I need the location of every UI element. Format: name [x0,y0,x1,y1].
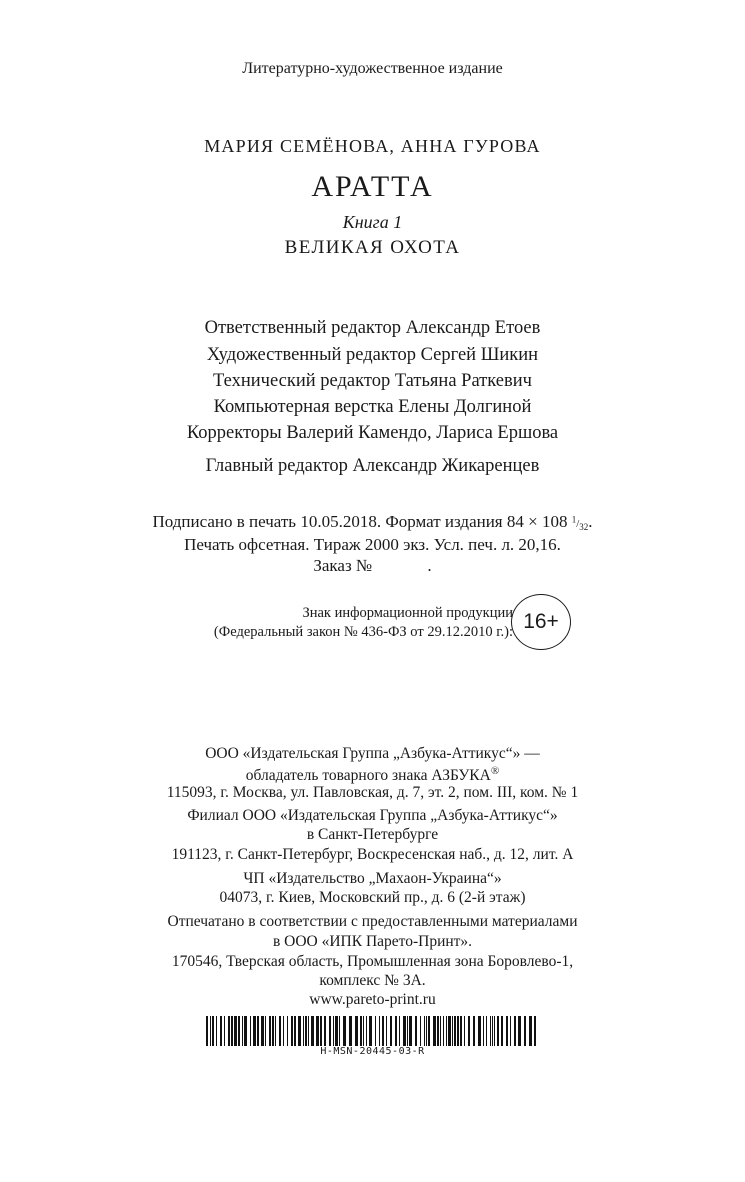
barcode-stripe [524,1016,526,1046]
book-title: АРАТТА [311,170,434,203]
barcode-stripe [399,1016,400,1046]
barcode-stripe [506,1016,508,1046]
info-sign-label: Знак информационной продукции [302,605,513,621]
barcode-stripe [448,1016,451,1046]
barcode-stripe [216,1016,217,1046]
barcode-stripe [324,1016,326,1046]
printer-name: в ООО «ИПК Парето-Принт». [272,933,473,950]
barcode-stripe [308,1016,309,1046]
printer-website-link[interactable]: www.pareto-print.ru [309,991,436,1008]
barcode-stripe [212,1016,214,1046]
barcode-stripe [428,1016,430,1046]
barcode-stripe [261,1016,264,1046]
credit-art-editor: Художественный редактор Сергей Шикин [206,345,539,365]
barcode-stripe [363,1016,364,1046]
print-order: Заказ № . [313,556,432,575]
publisher-name: ООО «Издательская Группа „Азбука-Аттикус“» — [205,745,540,762]
barcode-stripe [294,1016,296,1046]
barcode-stripe [443,1016,444,1046]
barcode-stripe [490,1016,491,1046]
branch-name: Филиал ООО «Издательская Группа „Азбука-Аттикус“» [187,807,558,824]
barcode-stripe [369,1016,372,1046]
barcode-stripe [242,1016,243,1046]
age-rating-badge: 16+ [511,594,571,650]
barcode-stripe [454,1016,456,1046]
barcode-stripe [424,1016,425,1046]
barcode-stripe [460,1016,462,1046]
barcode-label: H-MSN-20445-03-R [320,1046,425,1057]
barcode-stripe [375,1016,376,1046]
barcode-stripe [501,1016,503,1046]
publisher-address: 115093, г. Москва, ул. Павловская, д. 7, эт. 2, пом. III, ком. № 1 [166,784,579,801]
barcode-stripe [311,1016,314,1046]
barcode-stripe [333,1016,334,1046]
format-fraction: $^1/_{32}$ [571,514,589,533]
print-details: Печать офсетная. Тираж 2000 экз. Усл. печ. л. 20,16. [184,535,561,554]
barcode-stripe [478,1016,481,1046]
barcode-stripe [303,1016,304,1046]
barcode-stripe [433,1016,436,1046]
barcode-stripe [446,1016,447,1046]
barcode-stripe [518,1016,521,1046]
barcode-stripe [382,1016,384,1046]
barcode-stripe [366,1016,367,1046]
branch-address: 191123, г. Санкт-Петербург, Воскресенская наб., д. 12, лит. А [171,846,574,863]
barcode-stripe [253,1016,256,1046]
barcode-stripe [279,1016,281,1046]
book-number: Книга 1 [342,212,403,232]
printed-note: Отпечатано в соответствии с предоставленными материалами [167,913,578,930]
barcode-stripe [492,1016,493,1046]
print-signed-end: . [588,512,593,531]
printer-address: 170546, Тверская область, Промышленная зона Боровлево-1, [171,953,574,970]
barcode-stripe [415,1016,417,1046]
barcode-stripe [250,1016,251,1046]
barcode-stripe [305,1016,307,1046]
barcode-stripe [343,1016,346,1046]
print-signed-text: Подписано в печать 10.05.2018. Формат издания 84 × 108 [152,512,568,531]
barcode-stripe [473,1016,475,1046]
barcode-stripe [464,1016,465,1046]
barcode-stripe [275,1016,276,1046]
credit-technical-editor: Технический редактор Татьяна Раткевич [213,371,532,391]
barcode-stripe [468,1016,470,1046]
barcode-stripe [409,1016,412,1046]
barcode-stripe [360,1016,362,1046]
barcode-stripe [483,1016,484,1046]
barcode-stripe [486,1016,487,1046]
barcode-stripe [355,1016,358,1046]
barcode-stripe [514,1016,516,1046]
barcode-stripe [272,1016,274,1046]
registered-mark: ® [490,765,500,777]
info-law-label: (Федеральный закон № 436-ФЗ от 29.12.2010 г.): [213,624,513,640]
barcode-stripe [210,1016,211,1046]
barcode-stripe [291,1016,293,1046]
format-denominator: 32 [579,522,589,533]
barcode-stripe [529,1016,532,1046]
credit-responsible-editor: Ответственный редактор Александр Етоев [204,318,541,338]
barcode-stripe [287,1016,288,1046]
barcode-stripe [265,1016,266,1046]
barcode-stripe [407,1016,408,1046]
format-numerator: 1 [571,514,577,525]
barcode-stripe [329,1016,331,1046]
barcode-stripe [457,1016,459,1046]
barcode [206,1016,538,1046]
barcode-stripe [349,1016,352,1046]
barcode-stripe [298,1016,301,1046]
credit-chief-editor: Главный редактор Александр Жикаренцев [205,456,540,476]
barcode-stripe [437,1016,439,1046]
book-subtitle: ВЕЛИКАЯ ОХОТА [284,237,461,258]
barcode-stripe [494,1016,495,1046]
barcode-stripe [244,1016,247,1046]
ukraine-publisher-address: 04073, г. Киев, Московский пр., д. 6 (2-й этаж) [219,889,526,906]
barcode-stripe [231,1016,233,1046]
authors: МАРИЯ СЕМЁНОВА, АННА ГУРОВА [204,136,541,156]
barcode-stripe [335,1016,338,1046]
print-signed-line [0,512,745,532]
barcode-stripe [379,1016,380,1046]
barcode-stripe [420,1016,421,1046]
barcode-stripe [257,1016,259,1046]
barcode-stripe [234,1016,237,1046]
barcode-stripe [510,1016,511,1046]
barcode-stripe [497,1016,499,1046]
barcode-stripe [395,1016,397,1046]
publisher-trademark [0,765,745,785]
barcode-stripe [228,1016,230,1046]
branch-city: в Санкт-Петербурге [306,826,439,843]
printer-address-complex: комплекс № 3А. [319,972,426,989]
barcode-stripe [220,1016,222,1046]
genre-label: Литературно-художественное издание [242,60,503,77]
barcode-stripe [316,1016,319,1046]
ukraine-publisher-name: ЧП «Издательство „Махаон-Украина“» [243,870,502,887]
barcode-stripe [283,1016,284,1046]
credit-proofreaders: Корректоры Валерий Камендо, Лариса Ершова [186,423,559,443]
barcode-stripe [339,1016,340,1046]
publisher-trademark-text: обладатель товарного знака АЗБУКА [245,767,491,785]
barcode-stripe [320,1016,322,1046]
barcode-stripe [534,1016,536,1046]
barcode-stripe [440,1016,441,1046]
barcode-stripe [238,1016,240,1046]
credit-layout: Компьютерная верстка Елены Долгиной [213,397,532,417]
barcode-stripe [452,1016,453,1046]
barcode-stripe [206,1016,208,1046]
barcode-stripe [390,1016,392,1046]
barcode-stripe [224,1016,225,1046]
barcode-stripe [403,1016,406,1046]
barcode-stripe [426,1016,427,1046]
barcode-stripe [269,1016,271,1046]
barcode-stripe [386,1016,387,1046]
